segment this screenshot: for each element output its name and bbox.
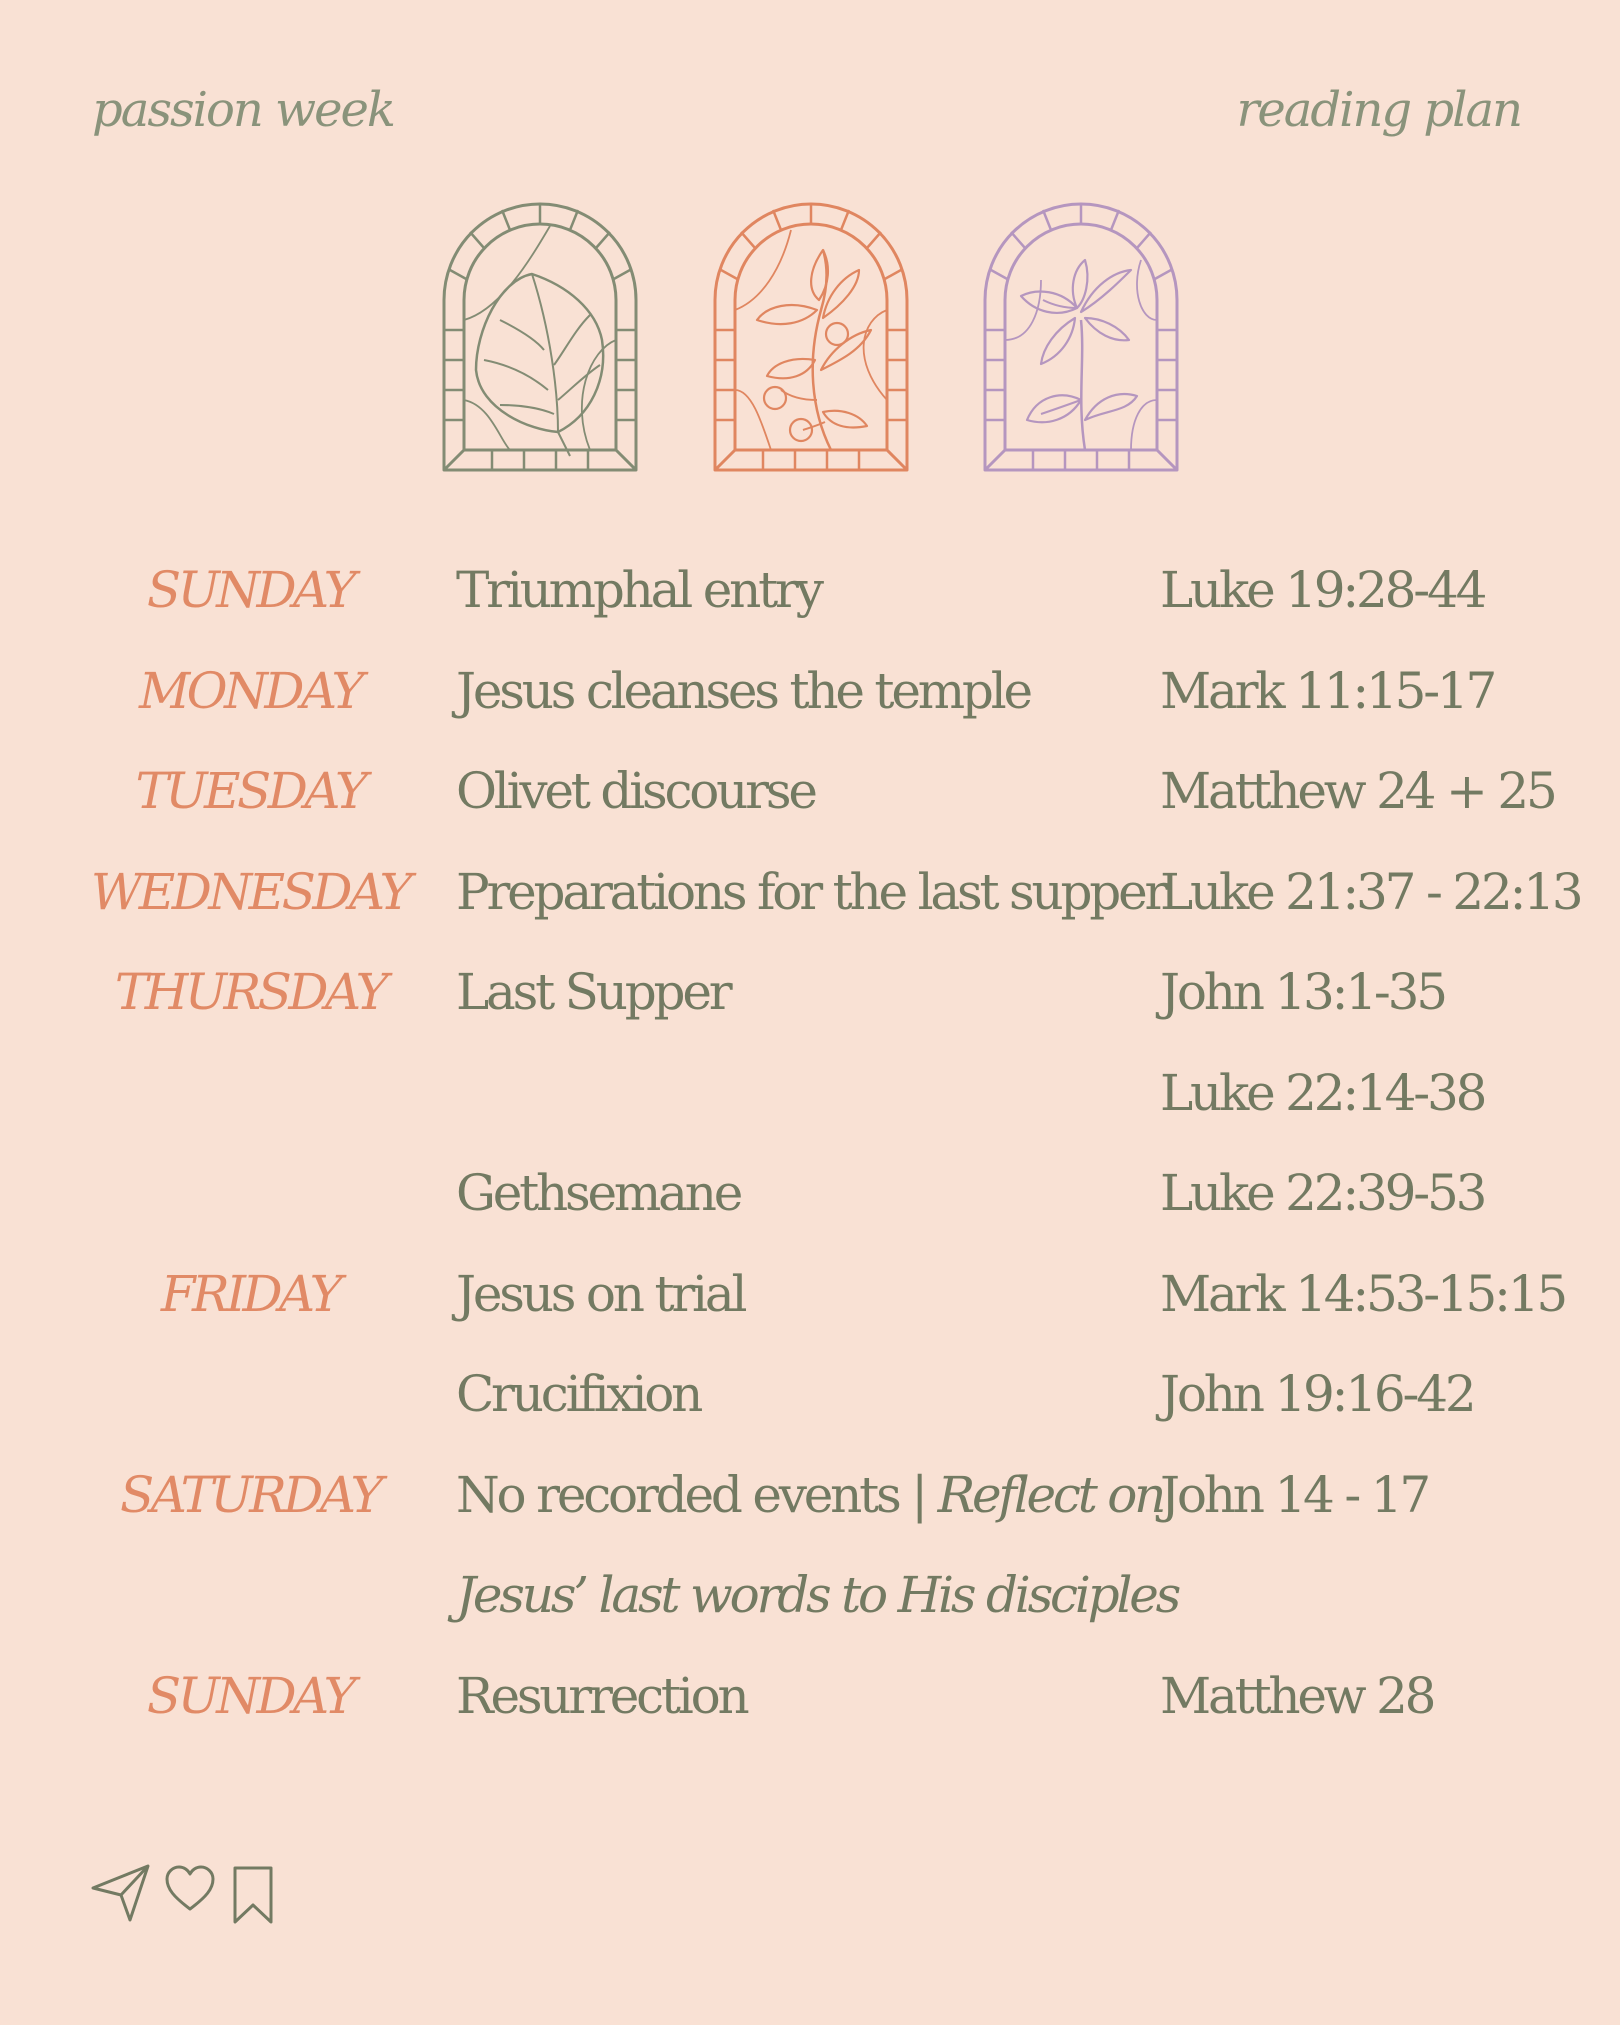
event-regular-text: Last Supper	[456, 963, 730, 1021]
plan-row	[0, 1565, 1620, 1666]
event-regular-text: Preparations for the last supper	[456, 862, 1166, 921]
day-label: FRIDAY	[160, 1264, 340, 1323]
save-button[interactable]	[232, 1865, 274, 1925]
heart-icon	[164, 1865, 216, 1913]
scripture-reference: Matthew 24 + 25	[1160, 762, 1555, 820]
event-text	[456, 1163, 740, 1223]
lily-window	[981, 200, 1181, 474]
day-label: SATURDAY	[120, 1465, 380, 1524]
header-left-title: passion week	[92, 82, 395, 138]
event-text	[456, 862, 1165, 922]
plan-row	[0, 962, 1620, 1063]
plan-row	[0, 1264, 1620, 1365]
event-regular-text: Gethsemane	[456, 1164, 741, 1222]
scripture-reference: Luke 22:39-53	[1160, 1164, 1485, 1222]
event-regular-text: Olivet discourse	[456, 762, 815, 820]
plan-row	[0, 1666, 1620, 1767]
day-label: WEDNESDAY	[90, 862, 410, 921]
olive-branch-window	[711, 200, 911, 474]
day-label: TUESDAY	[135, 762, 365, 820]
day-label: MONDAY	[138, 661, 362, 720]
event-regular-text: Triumphal entry	[456, 561, 821, 619]
bookmark-icon	[232, 1865, 274, 1925]
event-text	[456, 1264, 744, 1324]
event-text	[456, 1565, 1178, 1625]
scripture-reference: Luke 22:14-38	[1160, 1063, 1485, 1122]
plan-row	[0, 862, 1620, 963]
plan-row	[0, 661, 1620, 762]
header-right-title: reading plan	[1236, 82, 1521, 138]
plan-row	[0, 1063, 1620, 1164]
monstera-leaf-icon	[440, 200, 640, 474]
like-button[interactable]	[164, 1865, 216, 1913]
scripture-reference: Mark 11:15-17	[1160, 661, 1495, 720]
plan-row	[0, 761, 1620, 862]
event-text	[456, 761, 815, 821]
stained-glass-windows	[0, 200, 1620, 480]
scripture-reference: Luke 21:37 - 22:13	[1160, 862, 1581, 921]
event-regular-text: Resurrection	[456, 1666, 747, 1725]
event-italic-text: Jesus’ last words to His disciples	[456, 1566, 1179, 1624]
scripture-reference: Mark 14:53-15:15	[1160, 1264, 1565, 1323]
event-regular-text: No recorded events |	[456, 1465, 938, 1524]
event-text	[456, 962, 729, 1022]
event-text	[456, 1666, 746, 1726]
paper-plane-icon	[90, 1862, 152, 1924]
day-label: SUNDAY	[146, 561, 354, 619]
day-label: THURSDAY	[114, 963, 386, 1021]
event-regular-text: Jesus cleanses the temple	[456, 661, 1030, 720]
share-button[interactable]	[90, 1862, 152, 1924]
olive-branch-icon	[711, 200, 911, 474]
event-regular-text: Crucifixion	[456, 1365, 701, 1423]
plan-row	[0, 1465, 1620, 1566]
scripture-reference: Matthew 28	[1160, 1666, 1434, 1725]
event-text	[456, 560, 821, 620]
event-regular-text: Jesus on trial	[456, 1264, 745, 1323]
plan-row	[0, 560, 1620, 661]
day-label: SUNDAY	[146, 1666, 354, 1725]
event-text	[456, 1465, 1163, 1525]
monstera-leaf-window	[440, 200, 640, 474]
reading-plan-table	[0, 560, 1620, 1766]
event-text	[456, 1364, 700, 1424]
scripture-reference: John 13:1-35	[1160, 963, 1445, 1021]
scripture-reference: John 19:16-42	[1160, 1365, 1474, 1423]
lily-flower-icon	[981, 200, 1181, 474]
scripture-reference: Luke 19:28-44	[1160, 561, 1485, 619]
scripture-reference: John 14 - 17	[1160, 1465, 1428, 1524]
plan-row	[0, 1163, 1620, 1264]
plan-row	[0, 1364, 1620, 1465]
event-text	[456, 661, 1030, 721]
event-italic-text: Reflect on	[937, 1465, 1164, 1524]
